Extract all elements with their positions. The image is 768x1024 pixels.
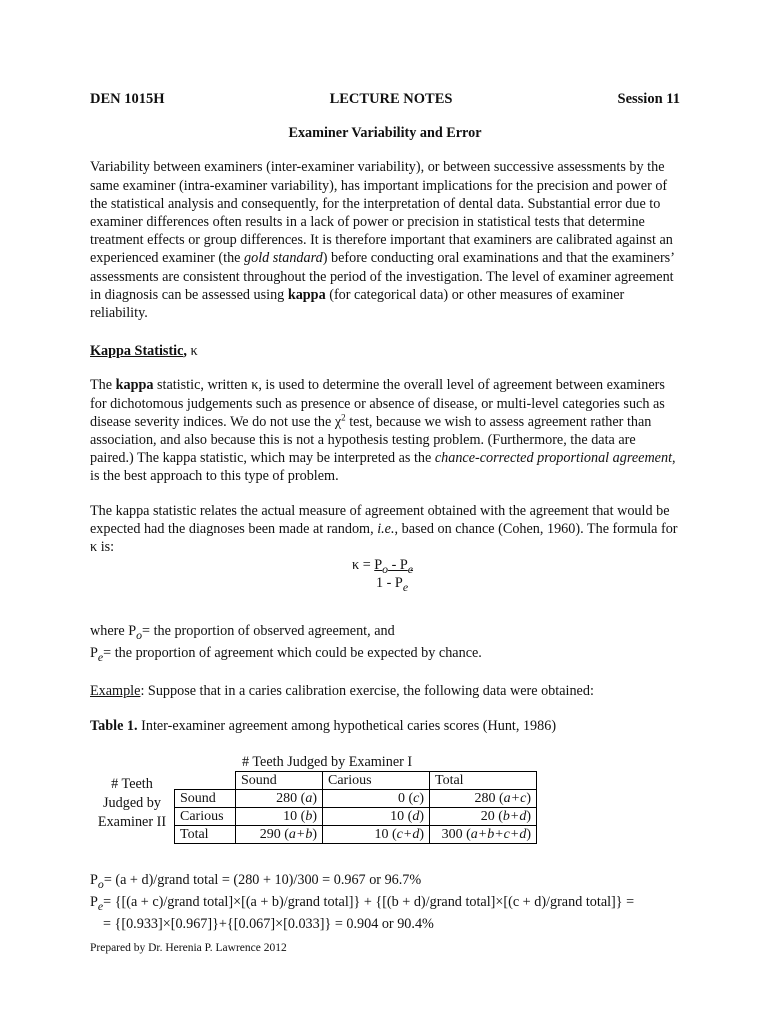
- kappa-relation-paragraph: The kappa statistic relates the actual measure of agreement obtained with the agreement that would be expected had the diagnoses been made at random, i.e., based on chance (Cohen, 1960). The formula for κ is:: [90, 502, 678, 556]
- calculations: [90, 871, 680, 933]
- intro-paragraph: Variability between examiners (inter-examiner variability), or between successive assessments by the same examiner (intra-examiner variability), has important implications for the precision and power of the statistical analysis and consequently, for the interpretation of dental data. Substantial error due to examiner differences often results in a lack of power or precision in statistical tests that determine treatment effects or group differences. It is therefore important that examiners are calibrated against an experienced examiner (the gold standard) before conducting oral examinations and that the examiners’ assessments are consistent throughout the period of the investigation. The level of examiner agreement in diagnosis can be assessed using kappa (for categorical data) or other measures of examiner reliability.: [90, 159, 674, 322]
- pe-calculation: $P_e= \{[(a$ + c)/grand total]×[(a + b)/grand total]} + {[(b + d)/grand total]×[(c + d)/grand total]} =: [90, 893, 635, 913]
- column-group-label: # Teeth Judged by Examiner I: [242, 753, 413, 770]
- page-content: [90, 90, 680, 933]
- po-definition: where $P_o=$ the proportion of observed agreement, and: [90, 623, 395, 643]
- row-group-label: # Teeth Judged by Examiner II: [97, 775, 167, 830]
- document-type: LECTURE NOTES: [329, 91, 453, 107]
- table-header-row: Sound Carious Total: [175, 771, 537, 789]
- table-row: Total 290 (a+b) 10 (c+d) 300 (a+b+c+d): [175, 825, 537, 843]
- table-row: Sound 280 (a) 0 (c) 280 (a+c): [175, 789, 537, 807]
- section-heading: Kappa Statistic, κ: [90, 343, 198, 360]
- pe-definition: $P_e=$ the proportion of agreement which could be expected by chance.: [90, 645, 482, 665]
- po-calculation: $P_o= (a$ + d)/grand total = (280 + 10)/300 = 0.967 or 96.7%: [90, 871, 422, 891]
- example-intro: Example: Suppose that in a caries calibration exercise, the following data were obtained:: [90, 683, 594, 700]
- page-header: [90, 90, 680, 108]
- formula-denominator: $1 - P_e$: [376, 575, 409, 595]
- session-number: Session 11: [617, 91, 680, 107]
- page-title: Examiner Variability and Error: [288, 125, 482, 142]
- page-footer: Prepared by Dr. Herenia P. Lawrence 2012: [90, 942, 287, 954]
- kappa-formula: [90, 556, 680, 598]
- definitions: [90, 622, 680, 666]
- formula-numerator: $\kappa = P_o - P_e$: [352, 557, 414, 577]
- kappa-description-paragraph: The kappa statistic, written κ, is used to determine the overall level of agreement between examiners for dichotomous judgements such as presence or absence of disease, or multi-level categories such as disease severity indices. We do not use the $\chi^2$ test, because we wish to assess agreement rather than association, and also because this is not a hypothesis testing problem. (Furthermore, the data are paired.) The kappa statistic, which may be interpreted as the chance-corrected proportional agreement, is the best approach to this type of problem.: [90, 377, 676, 485]
- agreement-table: [174, 771, 537, 844]
- pe-calculation-result: = {[0.933]×[0.967]}+{[0.067]×[0.033]} = 0.904 or 90.4%: [103, 915, 434, 932]
- table-row: Carious 10 (b) 10 (d) 20 (b+d): [175, 807, 537, 825]
- course-code: DEN 1015H: [90, 91, 165, 107]
- agreement-table-block: [90, 753, 680, 849]
- table-caption: Table 1. Inter-examiner agreement among hypothetical caries scores (Hunt, 1986): [90, 717, 557, 734]
